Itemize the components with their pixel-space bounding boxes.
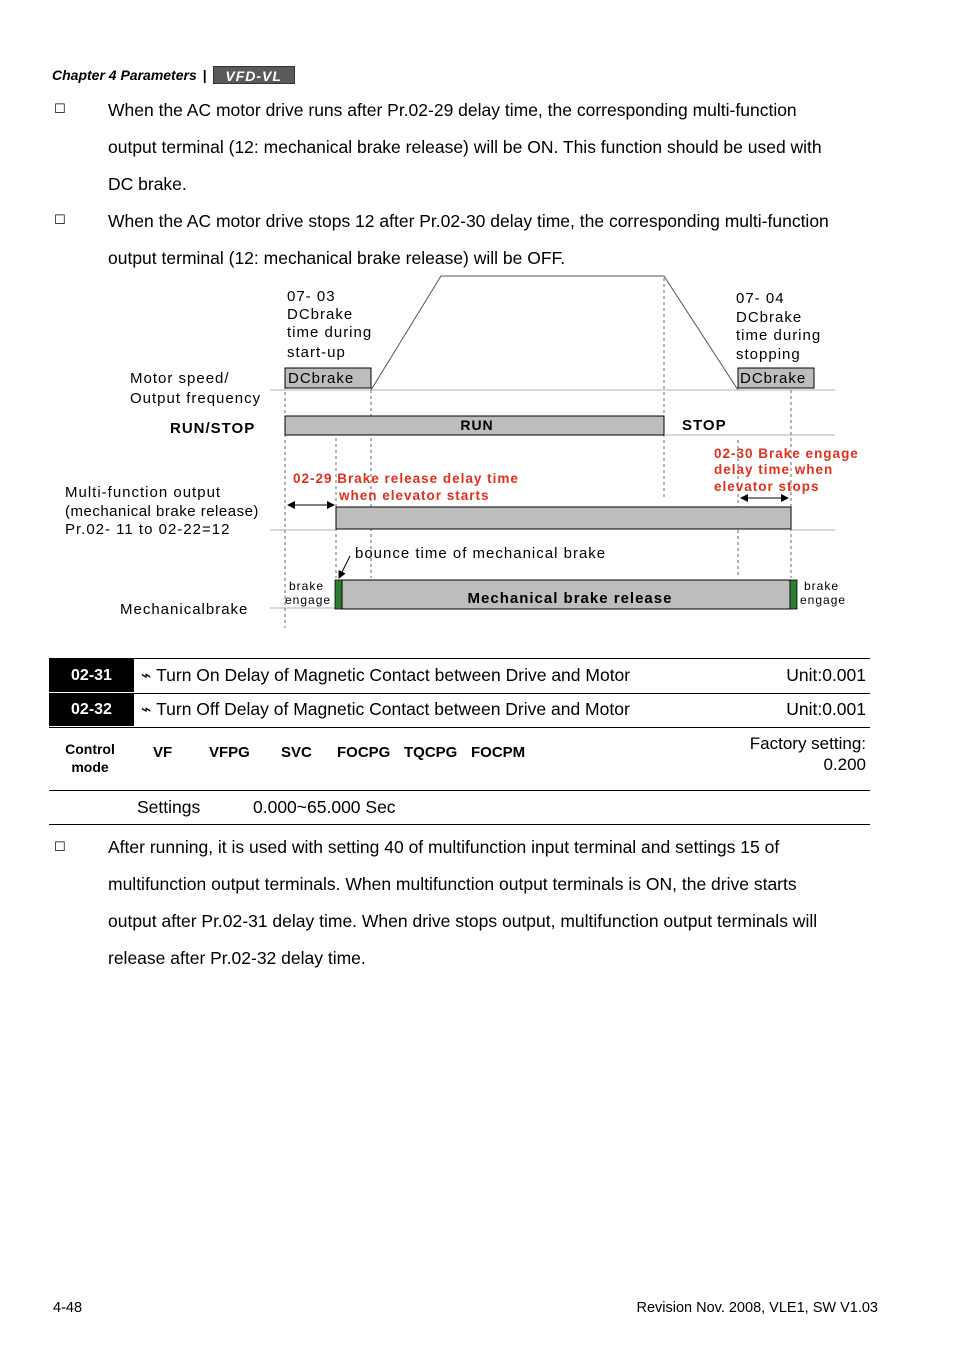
mechanical-release-label: Mechanical brake release [467, 590, 673, 607]
svg-text:time during: time during [287, 324, 373, 341]
svg-text:when elevator starts: when elevator starts [339, 488, 490, 503]
brake-engage-marker-left [335, 580, 342, 609]
param-title: Turn Off Delay of Magnetic Contact between Drive and Motor [156, 699, 630, 719]
revision-text: Revision Nov. 2008, VLE1, SW V1.03 [636, 1300, 878, 1316]
page-number: 4-48 [53, 1300, 83, 1316]
param-title: Turn On Delay of Magnetic Contact between Drive and Motor [156, 665, 631, 685]
settings-row [49, 790, 870, 825]
svg-text:time during: time during [736, 327, 822, 344]
svg-text:delay time when: delay time when [714, 462, 834, 477]
svg-text:engage: engage [285, 593, 332, 607]
svg-text:DCbrake: DCbrake [736, 309, 803, 326]
mode-tqcpg: TQCPG [404, 744, 458, 761]
label-07-04: 07- 04 [736, 290, 785, 307]
brake-engage-marker-right [790, 580, 797, 609]
mode-focpg: FOCPG [337, 744, 391, 761]
timing-diagram [55, 270, 885, 635]
stop-label: STOP [682, 417, 727, 434]
brake-engage-left: brake [289, 579, 325, 593]
book-icon: ☐ [54, 840, 66, 855]
speed-profile-line [371, 276, 738, 390]
dc-brake-label-stop: DCbrake [740, 370, 807, 387]
svg-text:(mechanical brake release): (mechanical brake release) [65, 503, 259, 520]
param-code: 02-32 [49, 693, 134, 726]
control-mode-row [49, 728, 870, 791]
param-unit: Unit:0.001 [786, 699, 866, 719]
header-separator: | [202, 67, 207, 83]
param-row-02-32 [49, 693, 870, 728]
mode-svc: SVC [281, 744, 312, 761]
bounce-label: bounce time of mechanical brake [355, 545, 607, 562]
run-stop-label: RUN/STOP [170, 420, 256, 437]
control-modes [153, 744, 541, 761]
pencil-icon: ⌁ [141, 666, 152, 686]
mode-focpm: FOCPM [471, 744, 526, 761]
mfo-bar [336, 507, 791, 529]
svg-text:engage: engage [800, 593, 847, 607]
control-mode-label: Control mode [65, 741, 115, 775]
vfd-vl-logo: VFD-VL [213, 66, 295, 84]
svg-text:Output frequency: Output frequency [130, 390, 262, 407]
mode-vfpg: VFPG [209, 744, 250, 761]
label-07-03: 07- 03 [287, 288, 336, 305]
run-label: RUN [460, 417, 494, 433]
mode-vf: VF [153, 744, 173, 761]
label-02-29: 02-29 Brake release delay time [293, 471, 519, 486]
motor-speed-label: Motor speed/ [130, 370, 230, 387]
paragraph-1: When the AC motor drive runs after Pr.02-29 delay time, the corresponding multi-function output terminal (12: mechanical brake release) will be ON. This function should be used with DC brake. [108, 100, 822, 194]
mechanical-brake-label: Mechanicalbrake [120, 601, 249, 618]
svg-text:DCbrake: DCbrake [287, 306, 354, 323]
pencil-icon: ⌁ [141, 700, 152, 720]
book-icon: ☐ [54, 102, 66, 117]
brake-engage-right: brake [804, 579, 840, 593]
param-unit: Unit:0.001 [786, 665, 866, 685]
label-02-30: 02-30 Brake engage [714, 446, 859, 461]
book-icon: ☐ [54, 213, 66, 228]
settings-value: 0.000~65.000 Sec [253, 797, 396, 817]
dc-brake-label-start: DCbrake [288, 370, 355, 387]
param-row-02-31 [49, 659, 870, 694]
paragraph-2: When the AC motor drive stops 12 after Pr.02-30 delay time, the corresponding multi-function output terminal (12: mechanical brake release) will be OFF. [108, 211, 829, 268]
svg-text:Pr.02- 11 to 02-22=12: Pr.02- 11 to 02-22=12 [65, 521, 231, 538]
param-code: 02-31 [49, 659, 134, 692]
paragraph-3: After running, it is used with setting 40 of multifunction input terminal and settings 15 of multifunction output terminals. When multifunction output terminals is ON, the drive starts output after Pr.02-31 delay time. When drive stops output, multifunction output terminals will release after Pr.02-32 delay time. [108, 837, 818, 968]
page-header [52, 66, 295, 84]
svg-text:stopping: stopping [736, 346, 801, 363]
svg-text:elevator stops: elevator stops [714, 479, 820, 494]
svg-text:start-up: start-up [287, 344, 346, 361]
chapter-title: Chapter 4 Parameters [52, 67, 197, 83]
settings-label: Settings [137, 797, 201, 817]
factory-setting: Factory setting: 0.200 [749, 734, 866, 774]
mfo-label: Multi-function output [65, 484, 222, 501]
